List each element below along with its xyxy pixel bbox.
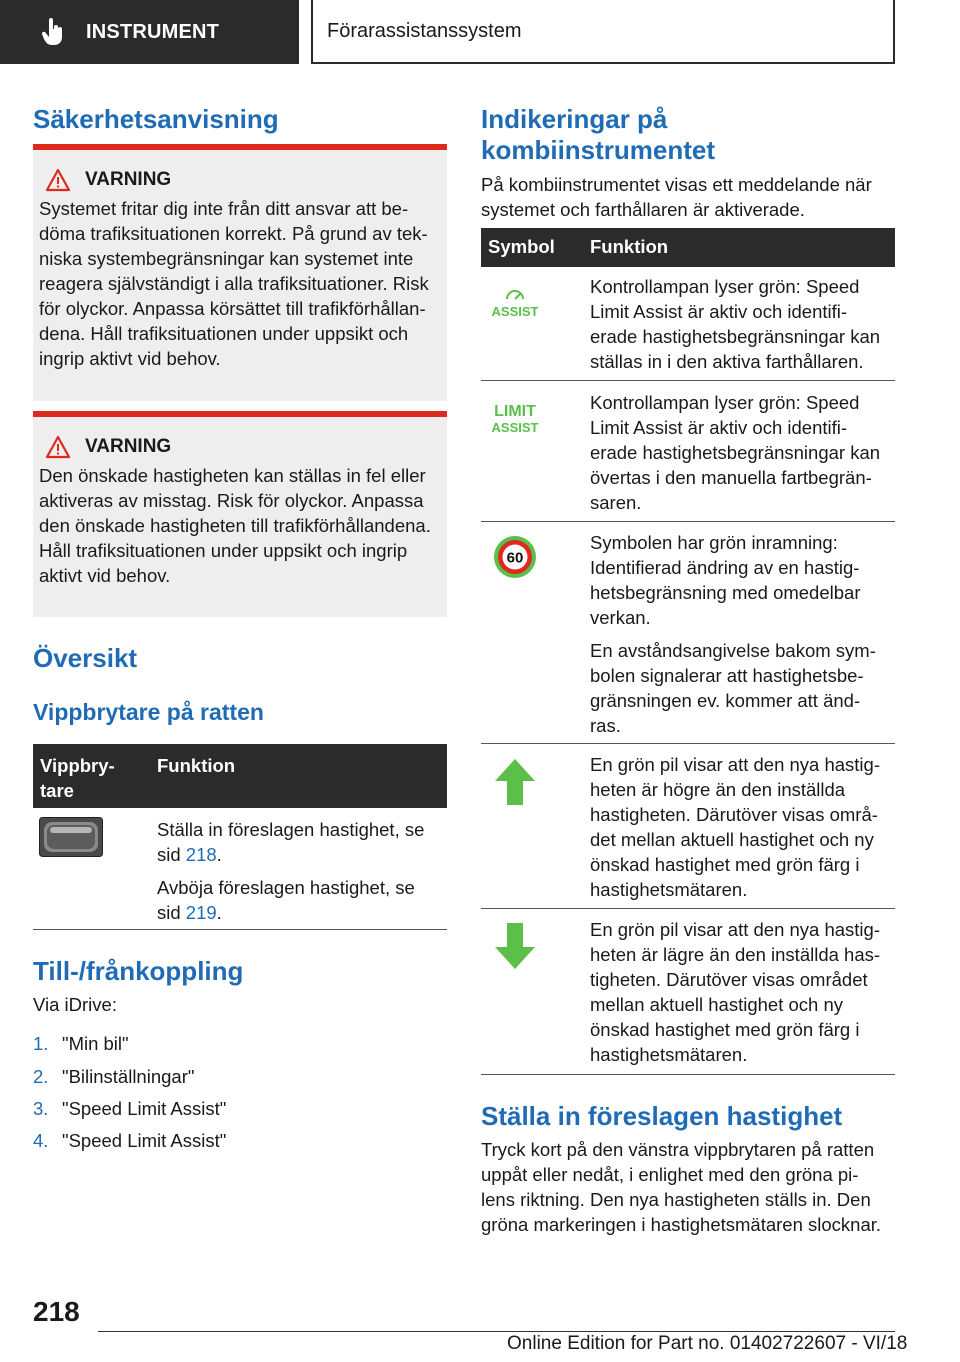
text-line: ingrip aktivt vid behov. xyxy=(39,348,221,369)
indicators-title xyxy=(481,104,715,166)
text-line: verkan. xyxy=(590,607,651,628)
set-speed-title: Ställa in föreslagen hastighet xyxy=(481,1101,843,1131)
text-span: . xyxy=(216,844,222,865)
text-line: Symbolen har grön inramning: xyxy=(590,532,838,553)
indicator-row-text xyxy=(590,530,895,738)
indicator-row-text xyxy=(590,917,895,1067)
text-line: ställas in i den aktiva farthållaren. xyxy=(590,351,864,372)
text-span: . xyxy=(216,902,222,923)
text-line: det mellan aktuell hastighet och ny xyxy=(590,829,874,850)
text-line: uppåt eller nedåt, i enlighet med den gröna pi- xyxy=(481,1164,859,1185)
text-line: Håll trafiksituationen under uppsikt och ingrip xyxy=(39,540,408,561)
header-chapter-label: Förarassistanssystem xyxy=(327,19,522,42)
text-line: hastigheten. Därutöver visas områ- xyxy=(590,804,878,825)
text-line: Vippbry- xyxy=(40,755,115,776)
onoff-title: Till-/frånkoppling xyxy=(33,956,244,986)
text-line: Ställa in föreslagen hastighet, se xyxy=(157,819,425,840)
text-line: reagera självständigt i alla trafiksituationer. Risk xyxy=(39,273,429,294)
text-line: niska systembegränsningar kan systemet inte xyxy=(39,248,414,269)
indicator-table-header xyxy=(481,228,895,267)
text-line: tare xyxy=(40,780,74,801)
text-line: Indikeringar på xyxy=(481,104,668,134)
header-section-label: INSTRUMENT xyxy=(86,20,220,43)
limit-icon-text: LIMIT xyxy=(494,403,536,420)
rocker-switch-icon xyxy=(39,817,103,857)
text-line: Identifierad ändring av en hastig- xyxy=(590,557,860,578)
text-line: hastighetsmätaren. xyxy=(590,879,748,900)
hand-pointer-icon xyxy=(42,18,66,46)
text-line: önskad hastighet med grön färg i xyxy=(590,1019,860,1040)
indicators-intro xyxy=(481,172,872,222)
text-line: den önskade hastigheten till trafikförhållandena. xyxy=(39,515,431,536)
table-divider xyxy=(481,743,895,744)
text-line: övertas i den manuella fartbegrän- xyxy=(590,467,872,488)
text-line: Limit Assist är aktiv och identifi- xyxy=(590,417,848,438)
text-line: erade hastighetsbegränsningar kan xyxy=(590,442,881,463)
warning-triangle-icon xyxy=(45,435,71,459)
col-header-function: Funktion xyxy=(157,755,236,776)
via-idrive-text: Via iDrive: xyxy=(33,994,117,1015)
table-divider xyxy=(33,929,447,930)
text-line: gröna markeringen i hastighetsmätaren slocknar. xyxy=(481,1214,882,1235)
table-divider xyxy=(481,908,895,909)
switch-subtitle: Vippbrytare på ratten xyxy=(33,699,264,725)
text-line: aktiveras av misstag. Risk för olyckor. Anpassa xyxy=(39,490,424,511)
switch-function-text xyxy=(157,817,447,925)
text-line: erade hastighetsbegränsningar kan xyxy=(590,326,881,347)
speed-sign-text: 60 xyxy=(506,549,524,567)
switch-table-header xyxy=(33,744,447,808)
list-text: "Speed Limit Assist" xyxy=(62,1098,227,1119)
footer-divider xyxy=(98,1331,895,1332)
warning-text xyxy=(39,463,441,588)
col-header-symbol: Symbol xyxy=(488,236,555,257)
limit-assist-icon xyxy=(490,400,540,436)
green-arrow-up-icon xyxy=(494,758,536,806)
text-line: gränsningen ev. kommer att änd- xyxy=(590,690,861,711)
text-line: En avståndsangivelse bakom sym- xyxy=(590,640,876,661)
header-chapter-tab xyxy=(311,0,895,64)
text-span: sid xyxy=(157,844,186,865)
assist-icon-text: ASSIST xyxy=(492,304,538,319)
page-link-218[interactable]: 218 xyxy=(185,844,217,865)
table-divider xyxy=(481,1074,895,1075)
text-line: döma trafiksituationen korrekt. På grund av tek- xyxy=(39,223,428,244)
list-item xyxy=(33,1064,194,1089)
list-text: "Min bil" xyxy=(62,1033,129,1054)
warning-text xyxy=(39,196,441,371)
list-number: 2. xyxy=(33,1066,49,1087)
indicator-row-text xyxy=(590,274,895,374)
text-line: Avböja föreslagen hastighet, se xyxy=(157,877,415,898)
text-line: för olyckor. Anpassa körsättet till trafikförhållan- xyxy=(39,298,426,319)
text-line: Systemet fritar dig inte från ditt ansvar att be- xyxy=(39,198,409,219)
col-header-function: Funktion xyxy=(590,236,669,257)
page-number: 218 xyxy=(33,1296,80,1327)
page-link-219[interactable]: 219 xyxy=(185,902,217,923)
text-line: Kontrollampan lyser grön: Speed xyxy=(590,392,860,413)
overview-title: Översikt xyxy=(33,643,138,673)
assist-icon-text: ASSIST xyxy=(491,420,539,435)
text-line: En grön pil visar att den nya hastig- xyxy=(590,754,880,775)
text-line: Tryck kort på den vänstra vippbrytaren på ratten xyxy=(481,1139,875,1160)
list-number: 3. xyxy=(33,1098,49,1119)
list-text: "Bilinställningar" xyxy=(62,1066,195,1087)
col-header-switch xyxy=(40,753,115,803)
text-line: hastighetsmätaren. xyxy=(590,1044,748,1065)
text-line: bolen signalerar att hastighetsbe- xyxy=(590,665,864,686)
text-line: kombiinstrumentet xyxy=(481,135,716,165)
list-item xyxy=(33,1096,226,1121)
text-line: aktivt vid behov. xyxy=(39,565,171,586)
safety-title: Säkerhetsanvisning xyxy=(33,104,279,134)
list-number: 4. xyxy=(33,1130,49,1151)
text-line: lens riktning. Den nya hastigheten ställs in. Den xyxy=(481,1189,871,1210)
text-line: En grön pil visar att den nya hastig- xyxy=(590,919,880,940)
text-line: systemet och farthållaren är aktiverade. xyxy=(481,199,805,220)
list-item xyxy=(33,1128,226,1153)
warning-title: VARNING xyxy=(85,169,172,190)
list-number: 1. xyxy=(33,1033,49,1054)
list-text: "Speed Limit Assist" xyxy=(62,1130,227,1151)
speed-sign-60-icon xyxy=(493,535,537,579)
table-divider xyxy=(481,380,895,381)
list-item xyxy=(33,1031,129,1056)
text-line: önskad hastighet med grön färg i xyxy=(590,854,860,875)
text-line: ras. xyxy=(590,715,621,736)
text-line: På kombiinstrumentet visas ett meddelande när xyxy=(481,174,872,195)
text-line: Limit Assist är aktiv och identifi- xyxy=(590,301,848,322)
text-line: mellan aktuell hastighet och ny xyxy=(590,994,843,1015)
header-section-tab xyxy=(0,0,299,64)
warning-title: VARNING xyxy=(85,436,172,457)
text-line: heten är lägre än den inställda has- xyxy=(590,944,881,965)
green-arrow-down-icon xyxy=(494,922,536,970)
indicator-row-text xyxy=(590,390,895,515)
set-speed-text xyxy=(481,1137,881,1237)
warning-box-2 xyxy=(33,411,447,617)
indicator-row-text xyxy=(590,752,895,902)
text-line: Kontrollampan lyser grön: Speed xyxy=(590,276,860,297)
text-line: saren. xyxy=(590,492,642,513)
footer-edition: Online Edition for Part no. 01402722607 - VI/18 xyxy=(507,1333,908,1354)
text-line: dena. Håll trafiksituationen under uppsikt och xyxy=(39,323,409,344)
warning-triangle-icon xyxy=(45,168,71,192)
text-line: tigheten. Därutöver visas området xyxy=(590,969,868,990)
text-line: Den önskade hastigheten kan ställas in fel eller xyxy=(39,465,426,486)
warning-box-1 xyxy=(33,144,447,401)
text-line: hetsbegränsning med omedelbar xyxy=(590,582,861,603)
text-line: heten är högre än den inställda xyxy=(590,779,846,800)
table-divider xyxy=(481,521,895,522)
text-span: sid xyxy=(157,902,186,923)
assist-gauge-icon xyxy=(492,285,538,321)
